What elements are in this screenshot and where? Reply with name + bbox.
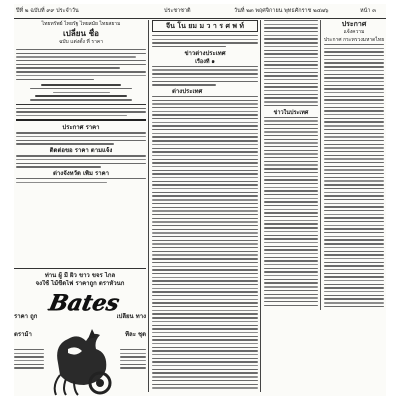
section-heading: ข่าวต่างประเทศ	[184, 49, 226, 57]
middle-article-2	[152, 96, 258, 389]
columns-heading: ไทยทรัพย์ ไทยรัฐ ไทยสมัย ไทยสยาม	[41, 21, 121, 27]
middle-subheading: ต่างประเทศ	[172, 87, 203, 95]
ad-brand-label: ตราม้า	[14, 331, 32, 338]
article-body	[16, 49, 146, 80]
middle-column	[152, 20, 258, 396]
rooster-illustration	[48, 323, 120, 396]
right-heading: ประกาศ	[341, 20, 367, 28]
contact-body	[16, 155, 146, 167]
ad-subheadline: จงใช้ ไม้ขีดไฟ ราคาถูก ตราหัวนก	[35, 280, 125, 287]
newspaper-page	[14, 4, 386, 396]
ad-right-text	[120, 349, 146, 371]
middle-masthead: จีน โน ยม ม ว า ร ศ พ ท์	[152, 20, 258, 32]
column-divider	[148, 20, 149, 392]
right-subheading-2: ประกาศ กระทรวงมหาดไทย	[324, 37, 384, 43]
section-rule	[16, 104, 146, 105]
article-title: เปลี่ยน ชื่อ	[63, 28, 99, 38]
column-divider	[260, 20, 261, 392]
header-page-number: หน้า ๓	[360, 8, 376, 14]
ad-right-label: เปลี่ยน ทาง	[116, 313, 146, 320]
ad-headline: ท่าน ผู้ มี ผิว ขาว ขจร ไกล	[44, 272, 116, 279]
section-subheading: เรื่องที่ ๑	[195, 58, 215, 65]
header-paper-name: ประชาชาติ	[164, 8, 191, 14]
announcement-body	[16, 132, 146, 144]
article-subline: ฉบับ แต่งตั้ง ที่ ราคา	[58, 39, 104, 45]
right-subcolumn-b	[320, 20, 384, 310]
announcement-heading: ประกาศ ราคา	[62, 124, 100, 132]
page-header	[14, 4, 386, 19]
notice-body	[16, 108, 146, 117]
middle-article-1	[152, 66, 258, 86]
price-table	[24, 84, 138, 101]
header-date: วันที่ ๒๓ พฤศจิกายน พุทธศักราช ๒๔๗๖	[234, 8, 329, 14]
bottom-heading: ต่างจังหวัด เพิ่ม ราคา	[53, 169, 109, 177]
bottom-body	[16, 178, 146, 183]
contact-heading: ติดต่อขอ ราคา ตามแจ้ง	[49, 147, 113, 155]
matches-advertisement	[14, 268, 146, 396]
right-section-heading: ข่าวในประเทศ	[273, 109, 309, 116]
right-subcolumn-a	[264, 20, 318, 308]
header-issue: ปีที่ ๒ ฉบับที่ ๙๙ ประจำวัน	[16, 8, 79, 14]
ad-set-label: ทีละ ชุด	[125, 331, 146, 338]
ad-brand-logo: Bates	[46, 290, 122, 316]
ad-left-label: ราคา ถูก	[14, 313, 38, 320]
right-notice-body	[324, 44, 384, 307]
ad-left-text	[14, 349, 44, 371]
right-column	[264, 20, 384, 396]
section-rule	[16, 119, 146, 121]
masthead-body	[152, 35, 258, 47]
right-subheading-1: แจ้งความ	[343, 29, 365, 35]
